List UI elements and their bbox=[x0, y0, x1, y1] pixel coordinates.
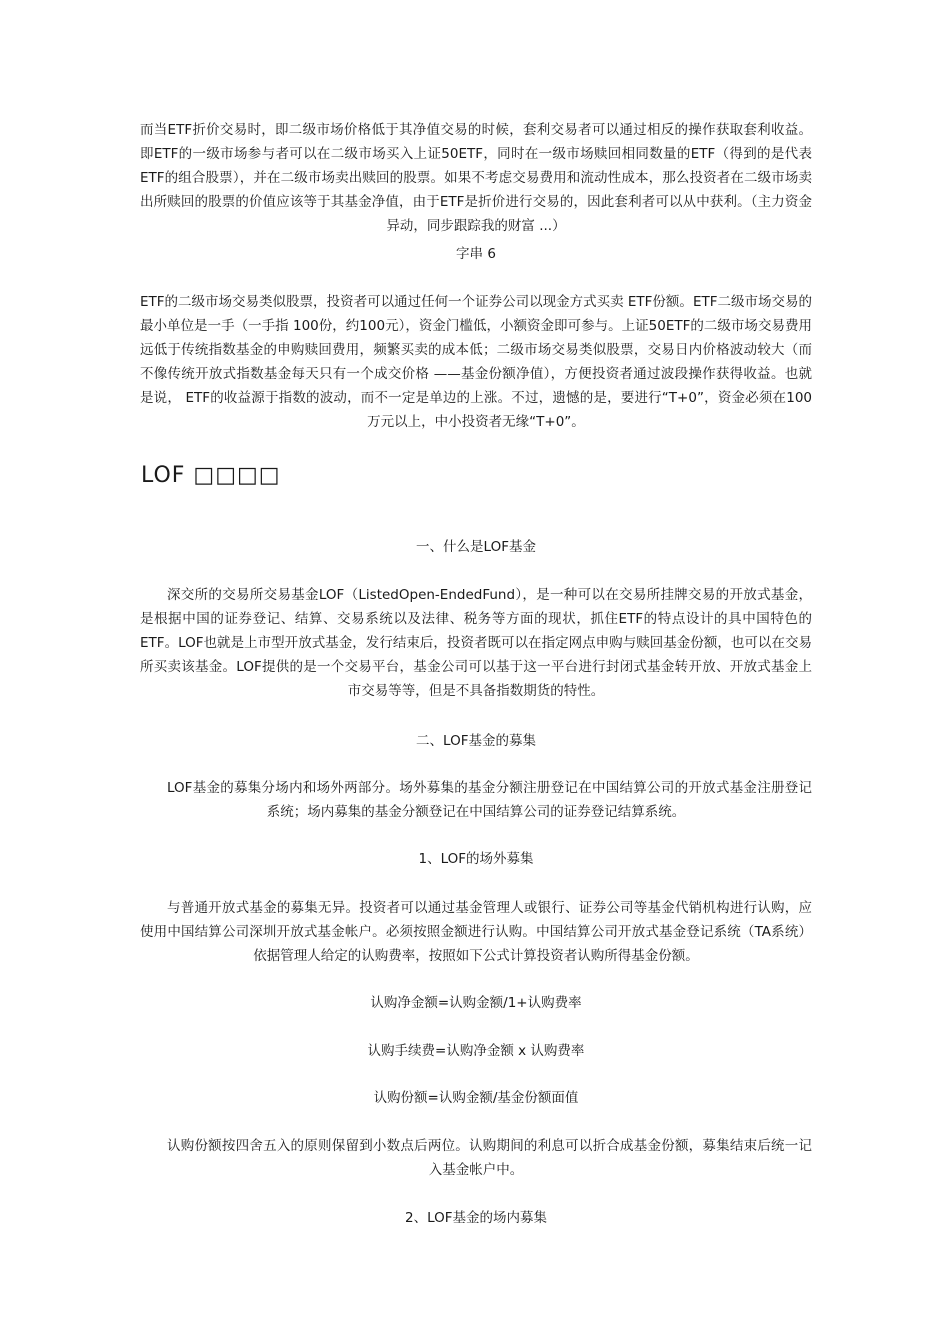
paragraph-etf-discount-arbitrage: 而当ETF折价交易时，即二级市场价格低于其净值交易的时候，套利交易者可以通过相反的操作获取套利收益。即ETF的一级市场参与者可以在二级市场买入上证50ETF，同时在一级市场赎回相同数量的ETF（得到的是代表ETF的组合股票），并在二级市场卖出赎回的股票。如果不考虑交易费用和流动性成本，那么投资者在二级市场卖出所赎回的股票的价值应该等于其基金净值，由于ETF是折价进行交易的，因此套利者可以从中获利。（主力资金异动，同步跟踪我的财富 ...） bbox=[140, 122, 812, 234]
formula-subscription-shares: 认购份额=认购金额/基金份额面值 bbox=[373, 1090, 579, 1106]
section-heading-lof: LOF □□□□ bbox=[141, 463, 281, 488]
paragraph-off-exchange-fundraising: 与普通开放式基金的募集无异。投资者可以通过基金管理人或银行、证券公司等基金代销机构进行认购，应使用中国结算公司深圳开放式基金帐户。必须按照金额进行认购。中国结算公司开放式基金登记系统（TA系统）依据管理人给定的认购费率，按照如下公式计算投资者认购所得基金份额。 bbox=[140, 900, 812, 964]
paragraph-lof-fundraising: LOF基金的募集分场内和场外两部分。场外募集的基金分额注册登记在中国结算公司的开放式基金注册登记系统；场内募集的基金分额登记在中国结算公司的证券登记结算系统。 bbox=[167, 780, 812, 820]
caption-string: 字串 6 bbox=[456, 246, 496, 262]
subheading-on-exchange-fundraising: 2、LOF基金的场内募集 bbox=[404, 1210, 548, 1226]
paragraph-rounding-rule: 认购份额按四舍五入的原则保留到小数点后两位。认购期间的利息可以折合成基金份额，募集结束后统一记入基金帐户中。 bbox=[167, 1138, 812, 1178]
subheading-what-is-lof: 一、什么是LOF基金 bbox=[416, 539, 536, 555]
paragraph-what-is-lof: 深交所的交易所交易基金LOF（ListedOpen-EndedFund），是一种可以在交易所挂牌交易的开放式基金，是根据中国的证券登记、结算、交易系统以及法律、税务等方面的现状，抓住ETF的特点设计的具中国特色的ETF。LOF也就是上市型开放式基金，发行结束后，投资者既可以在指定网点申购与赎回基金份额，也可以在交易所买卖该基金。LOF提供的是一个交易平台，基金公司可以基于这一平台进行封闭式基金转开放、开放式基金上市交易等等，但是不具备指数期货的特性。 bbox=[140, 587, 812, 699]
formula-subscription-fee: 认购手续费=认购净金额 x 认购费率 bbox=[367, 1043, 585, 1059]
paragraph-etf-secondary-market: ETF的二级市场交易类似股票，投资者可以通过任何一个证券公司以现金方式买卖 ETF份额。ETF二级市场交易的最小单位是一手（一手指 100份，约100元），资金门槛低，小额资金即可参与。上证50ETF的二级市场交易费用远低于传统指数基金的申购赎回费用，频繁买卖的成本低；二级市场交易类似股票，交易日内价格波动较大（而不像传统开放式指数基金每天只有一个成交价格 ——基金份额净值），方便投资者通过波段操作获得收益。也就是说， ETF的收益源于指数的波动，而不一定是单边的上涨。不过，遗憾的是，要进行“T+0”，资金必须在100万元以上，中小投资者无缘“T+0”。 bbox=[140, 294, 812, 430]
subheading-lof-fundraising: 二、LOF基金的募集 bbox=[416, 733, 536, 749]
formula-net-subscription: 认购净金额=认购金额/1+认购费率 bbox=[370, 995, 582, 1011]
subheading-off-exchange-fundraising: 1、LOF的场外募集 bbox=[418, 851, 534, 867]
